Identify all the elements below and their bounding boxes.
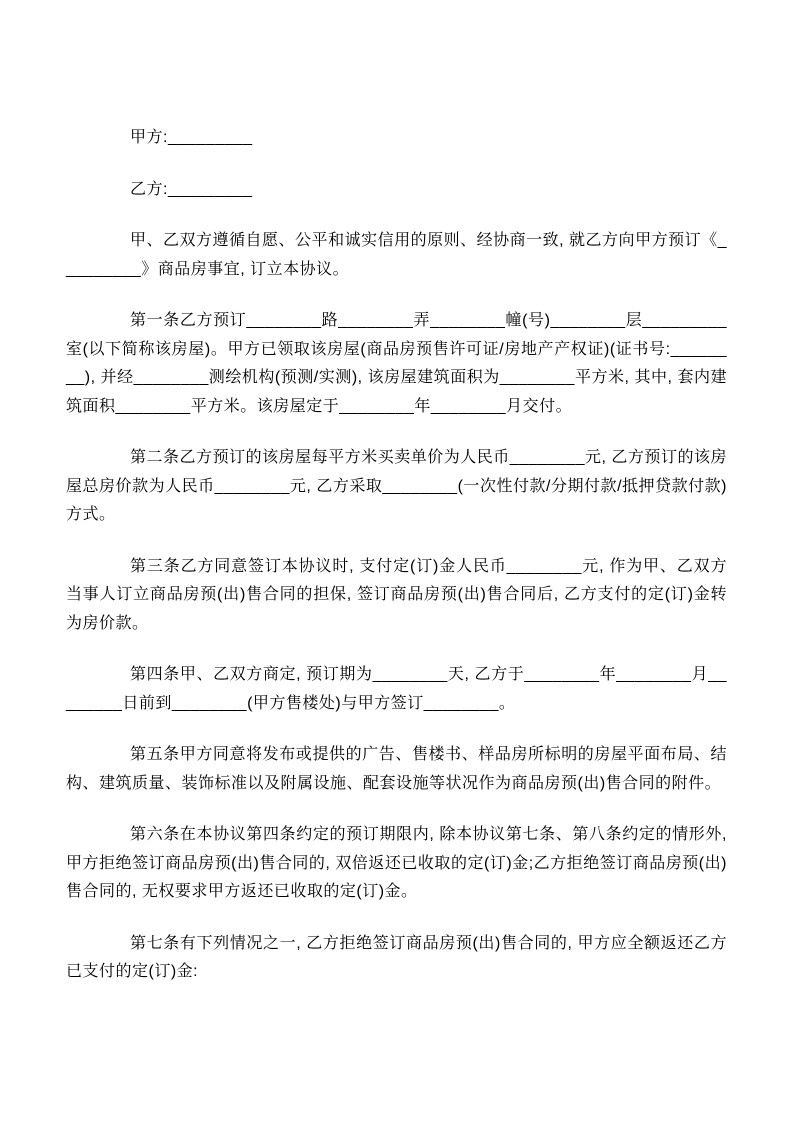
clause-1-paragraph: 第一条乙方预订________路________弄________幢(号)________层_________室(以下简称该房屋)。甲方已领取该房屋(商品房预售许可证/房地产产权证)(证书号:________), 并经________测绘机构(预测/实测), 该房屋建筑面积为________平方米, 其中, 套内建筑面积________平方米。该房屋定于________年________月交付。 (66, 312, 727, 415)
clause-3-paragraph: 第三条乙方同意签订本协议时, 支付定(订)金人民币________元, 作为甲、乙双方当事人订立商品房预(出)售合同的担保, 签订商品房预(出)售合同后, 乙方支付的定(订)金转为房价款。 (66, 557, 727, 632)
preamble-paragraph: 甲、乙双方遵循自愿、公平和诚实信用的原则、经协商一致, 就乙方向甲方预订《_________》商品房事宜, 订立本协议。 (66, 232, 727, 278)
clause-4-paragraph: 第四条甲、乙双方商定, 预订期为________天, 乙方于________年________月________日前到________(甲方售楼处)与甲方签订________。 (66, 666, 727, 712)
party-a-line: 甲方:_________ (130, 129, 253, 146)
clause-2-paragraph: 第二条乙方预订的该房屋每平方米买卖单价为人民币________元, 乙方预订的该房屋总房价款为人民币________元, 乙方采取________(一次性付款/分期付款/抵押贷款付款)方式。 (66, 449, 727, 523)
clause-6-paragraph: 第六条在本协议第四条约定的预订期限内, 除本协议第七条、第八条约定的情形外, 甲方拒绝签订商品房预(出)售合同的, 双倍返还已收取的定(订)金;乙方拒绝签订商品房预(出)售合同的, 无权要求甲方返还已收取的定(订)金。 (66, 826, 727, 900)
clause-5-paragraph: 第五条甲方同意将发布或提供的广告、售楼书、样品房所标明的房屋平面布局、结构、建筑质量、装饰标准以及附属设施、配套设施等状况作为商品房预(出)售合同的附件。 (66, 746, 727, 792)
party-b-line: 乙方:_________ (130, 180, 253, 198)
clause-7-paragraph: 第七条有下列情况之一, 乙方拒绝签订商品房预(出)售合同的, 甲方应全额返还乙方已支付的定(订)金: (66, 934, 727, 980)
